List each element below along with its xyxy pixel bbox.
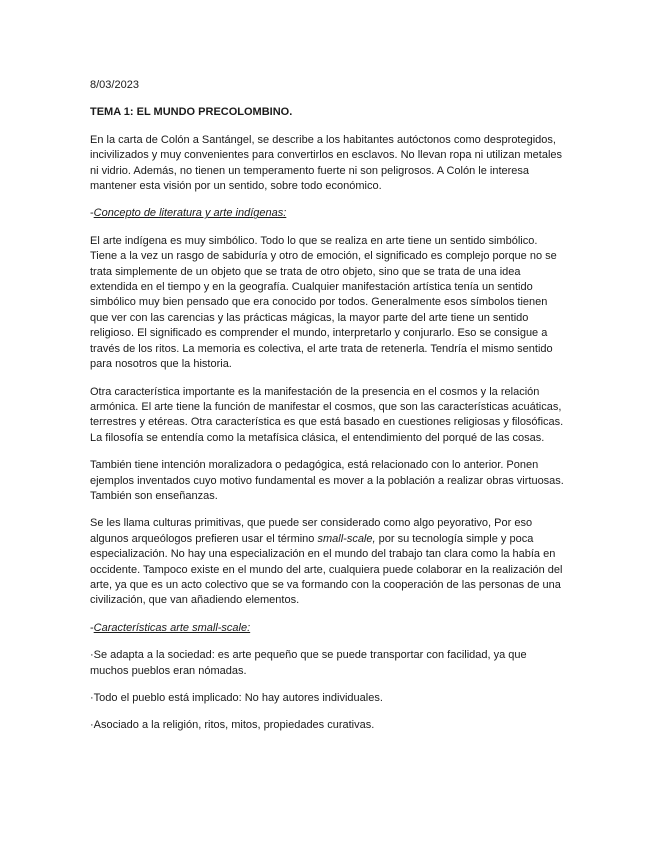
intro-paragraph: En la carta de Colón a Santángel, se describe a los habitantes autóctonos como desprotegidos, incivilizados y muy convenientes para convertirlos en esclavos. No llevan ropa ni utilizan metales ni vidrio. Además, no tienen un temperamento fuerte ni son peligrosos. A Colón le interesa mantener esta visión por un sentido, sobre todo económico. (90, 133, 563, 193)
section-label: Características arte small-scale: (93, 621, 251, 634)
term-small-scale: small-scale, (317, 532, 376, 545)
section-heading-concepto (90, 206, 567, 221)
document-date: 8/03/2023 (90, 79, 139, 91)
paragraph-simbolico: El arte indígena es muy simbólico. Todo lo que se realiza en arte tiene un sentido simbólico. Tiene a la vez un rasgo de sabiduría y otro de emoción, el significado es complejo porque no se trata simplemente de un objeto que se trata de otro objeto, sino que se trata de una idea extendida en el tiempo y en la geografía. Cualquier manifestación artística tenía un sentido simbólico muy bien pensado que era conocido por todos. Generalmente esos símbolos tienen que ver con las carencias y las prácticas mágicas, la mayor parte del arte tiene un sentido religioso. El significado es comprender el mundo, interpretarlo y conjurarlo. Eso se consigue a través de los ritos. La memoria es colectiva, el arte trata de retenerla. Tendría el mismo sentido para nosotros que la historia. (90, 234, 557, 371)
paragraph-cosmos: Otra característica importante es la manifestación de la presencia en el cosmos y la relación armónica. El arte tiene la función de manifestar el cosmos, que son las características acuáticas, terrestres y etéreas. Otra característica es que está basado en cuestiones religiosas y filosóficas. La filosofía se entendía como la metafísica clásica, el entendimiento del porqué de las cosas. (90, 385, 564, 444)
paragraph-text-part1: Se les llama culturas primitivas, que puede ser considerado como algo peyorativo, Por eso algunos arqueólogos prefieren usar el término (90, 517, 533, 545)
paragraph-small-scale (90, 516, 567, 608)
section-prefix: - (90, 207, 94, 220)
document-title: TEMA 1: EL MUNDO PRECOLOMBINO. (90, 106, 293, 119)
list-item: ·Se adapta a la sociedad: es arte pequeño que se puede transportar con facilidad, ya que muchos pueblos eran nómadas. (90, 649, 527, 677)
section-heading-caracteristicas (90, 621, 567, 636)
list-item: ·Asociado a la religión, ritos, mitos, propiedades curativas. (90, 719, 375, 732)
paragraph-text-part2: por su tecnología simple y poca especialización. No hay una especialización en el mundo del trabajo tan clara como la había en occidente. Tampoco existe en el mundo del arte, cualquiera puede colaborar en la realización del arte, ya que es un acto colectivo que se va formando con la cooperación de las personas de una civilización, que van añadiendo elementos. (90, 532, 563, 607)
paragraph-moralizadora: También tiene intención moralizadora o pedagógica, está relacionado con lo anterior. Ponen ejemplos inventados cuyo motivo fundamental es mover a la población a realizar obras virtuosas. También son enseñanzas. (90, 459, 564, 502)
section-prefix: - (90, 621, 94, 634)
section-label: Concepto de literatura y arte indígenas: (93, 207, 287, 220)
list-item: ·Todo el pueblo está implicado: No hay autores individuales. (90, 692, 383, 704)
